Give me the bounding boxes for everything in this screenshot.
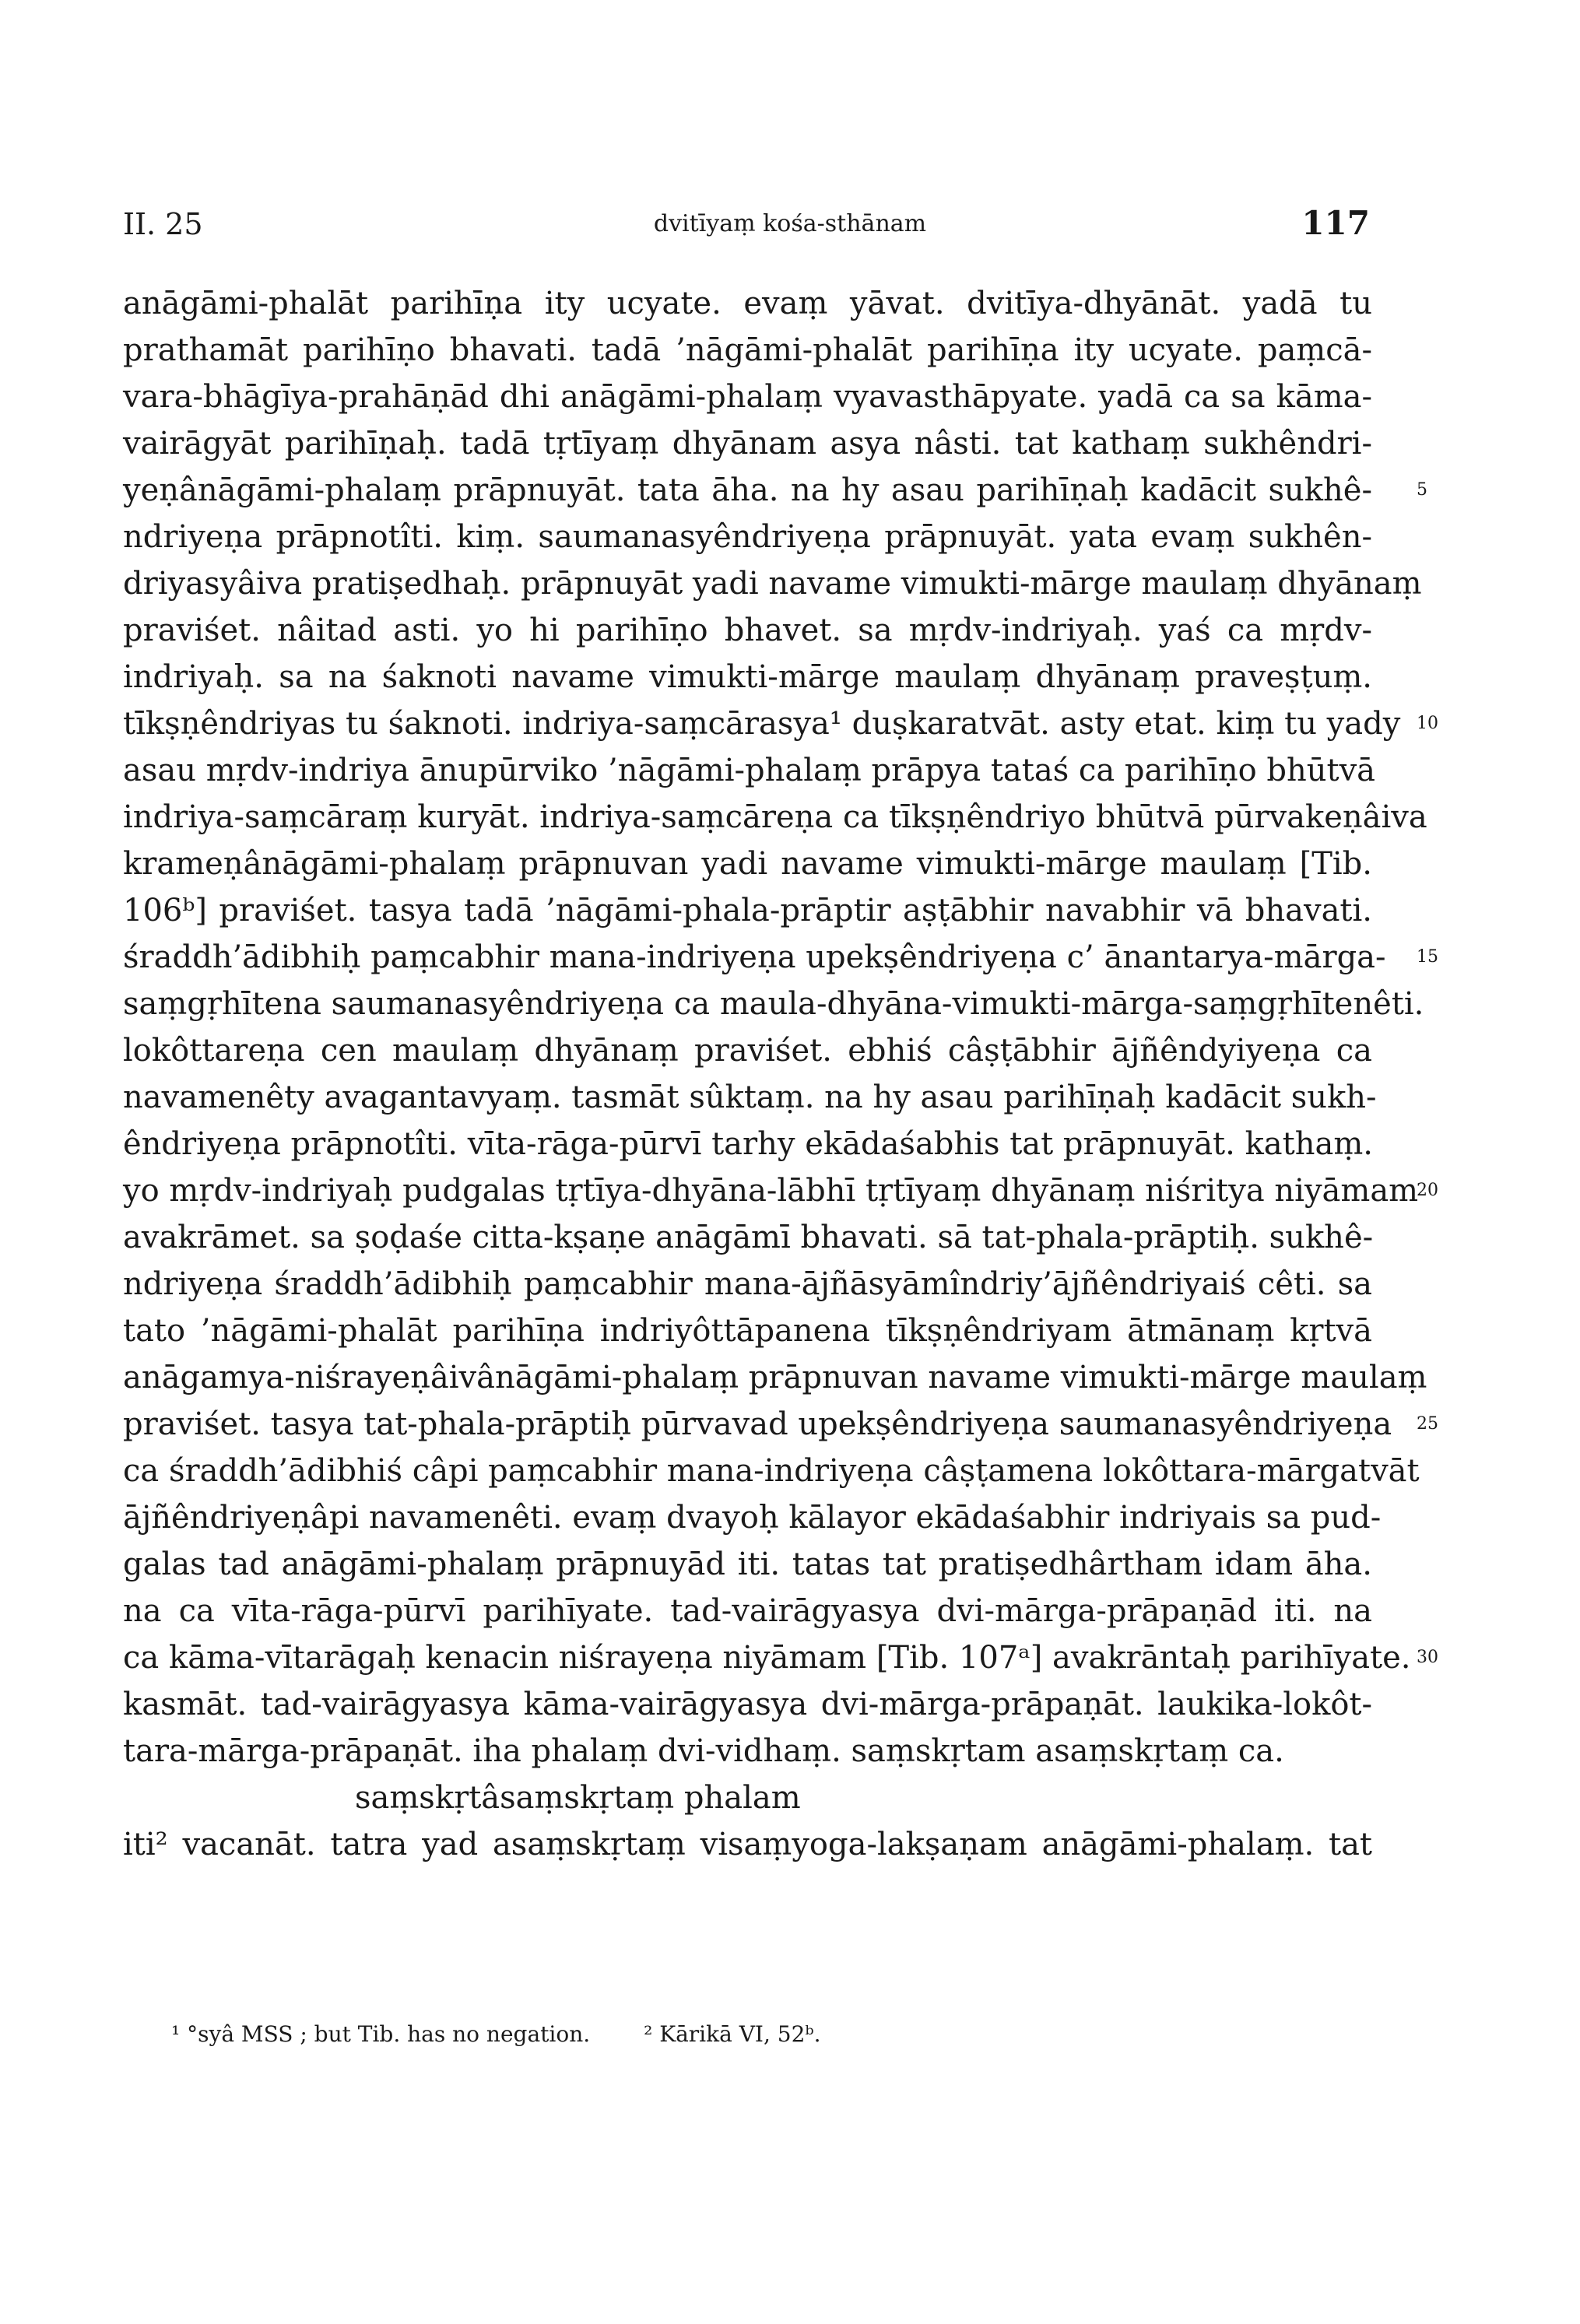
text-line: navamenêty avagantavyaṃ. tasmāt sûktaṃ. na hy asau parihīṇaḥ kadācit sukh- — [123, 1080, 1377, 1115]
line-number: 20 — [1417, 1181, 1438, 1200]
text-line: ca śraddh’ādibhiś câpi paṃcabhir mana-indriyeṇa câṣṭamena lokôttara-mārgatvāt — [123, 1453, 1420, 1489]
text-line: kasmāt. tad-vairāgyasya kāma-vairāgyasya dvi-mārga-prāpaṇāt. laukika-lokôt- — [123, 1687, 1372, 1722]
text-line: avakrāmet. sa ṣoḍaśe citta-kṣaṇe anāgāmī bhavati. sā tat-phala-prāptiḥ. sukhê- — [123, 1220, 1374, 1255]
footnote-1: ¹ °syâ MSS ; but Tib. has no negation. — [171, 2021, 591, 2047]
text-line: ājñêndriyeṇâpi navamenêti. evaṃ dvayoḥ kālayor ekādaśabhir indriyais sa pud- — [123, 1500, 1382, 1536]
line-number: 30 — [1417, 1648, 1438, 1667]
text-line: ndriyeṇa śraddh’ādibhiḥ paṃcabhir mana-ājñāsyāmîndriy’ājñêndriyaiś cêti. sa — [123, 1266, 1372, 1302]
text-line: yo mṛdv-indriyaḥ pudgalas tṛtīya-dhyāna-lābhī tṛtīyaṃ dhyānaṃ niśritya niyāmam 20 — [123, 1167, 1372, 1214]
text-line: na ca vīta-rāga-pūrvī parihīyate. tad-vairāgyasya dvi-mārga-prāpaṇād iti. na — [123, 1593, 1372, 1629]
text-line: 106ᵇ] praviśet. tasya tadā ’nāgāmi-phala-prāptir aṣṭābhir navabhir vā bhavati. — [123, 893, 1372, 929]
text-line: prathamāt parihīṇo bhavati. tadā ’nāgāmi-phalāt parihīṇa ity ucyate. paṃcā- — [123, 332, 1372, 368]
line-number: 15 — [1417, 947, 1438, 967]
line-number: 5 — [1417, 480, 1427, 500]
text-line: vara-bhāgīya-prahāṇād dhi anāgāmi-phalaṃ vyavasthāpyate. yadā ca sa kāma- — [123, 379, 1372, 415]
main-text — [123, 280, 1438, 1868]
text-line: tato ’nāgāmi-phalāt parihīṇa indriyôttāpanena tīkṣṇêndriyam ātmānaṃ kṛtvā — [123, 1313, 1372, 1349]
line-number: 10 — [1417, 714, 1438, 733]
text-line: anāgamya-niśrayeṇâivânāgāmi-phalaṃ prāpnuvan navame vimukti-mārge maulaṃ — [123, 1360, 1427, 1395]
page-header — [0, 204, 1580, 251]
text-line: praviśet. nâitad asti. yo hi parihīṇo bhavet. sa mṛdv-indriyaḥ. yaś ca mṛdv- — [123, 613, 1372, 648]
text-line: krameṇânāgāmi-phalaṃ prāpnuvan yadi navame vimukti-mārge maulaṃ [Tib. — [123, 846, 1372, 882]
text-line: ndriyeṇa prāpnotîti. kiṃ. saumanasyêndriyeṇa prāpnuyāt. yata evaṃ sukhên- — [123, 519, 1372, 555]
text-line: êndriyeṇa prāpnotîti. vīta-rāga-pūrvī tarhy ekādaśabhis tat prāpnuyāt. kathaṃ. — [123, 1126, 1373, 1162]
footnote-2: ² Kārikā VI, 52ᵇ. — [644, 2021, 821, 2047]
footnotes — [171, 2021, 1339, 2047]
text-line: lokôttareṇa cen maulaṃ dhyānaṃ praviśet. ebhiś câṣṭābhir ājñêndyiyeṇa ca — [123, 1033, 1372, 1069]
text-line: indriyaḥ. sa na śaknoti navame vimukti-mārge maulaṃ dhyānaṃ praveṣṭuṃ. — [123, 659, 1372, 695]
text-line: tīkṣṇêndriyas tu śaknoti. indriya-saṃcārasya¹ duṣkaratvāt. asty etat. kiṃ tu yady 10 — [123, 700, 1372, 747]
page-number: 117 — [1301, 204, 1370, 242]
text-line: iti² vacanāt. tatra yad asaṃskṛtaṃ visaṃyoga-lakṣaṇam anāgāmi-phalaṃ. tat — [123, 1827, 1372, 1862]
running-title: dvitīyaṃ kośa-sthānam — [653, 210, 927, 237]
text-line: indriya-saṃcāraṃ kuryāt. indriya-saṃcāreṇa ca tīkṣṇêndriyo bhūtvā pūrvakeṇâiva — [123, 799, 1427, 835]
text-line: śraddh’ādibhiḥ paṃcabhir mana-indriyeṇa upekṣêndriyeṇa c’ ānantarya-mārga- 15 — [123, 934, 1372, 981]
text-line: tara-mārga-prāpaṇāt. iha phalaṃ dvi-vidhaṃ. saṃskṛtam asaṃskṛtaṃ ca. — [123, 1733, 1284, 1769]
text-line: saṃgṛhītena saumanasyêndriyeṇa ca maula-dhyāna-vimukti-mārga-saṃgṛhītenêti. — [123, 986, 1424, 1022]
text-line: ca kāma-vītarāgaḥ kenacin niśrayeṇa niyāmam [Tib. 107ᵃ] avakrāntaḥ parihīyate. 30 — [123, 1634, 1372, 1681]
section-number: II. 25 — [123, 207, 203, 241]
text-line: galas tad anāgāmi-phalaṃ prāpnuyād iti. tatas tat pratiṣedhârtham idam āha. — [123, 1546, 1372, 1582]
text-line: asau mṛdv-indriya ānupūrviko ’nāgāmi-phalaṃ prāpya tataś ca parihīṇo bhūtvā — [123, 753, 1376, 788]
text-line: vairāgyāt parihīṇaḥ. tadā tṛtīyaṃ dhyānam asya nâsti. tat kathaṃ sukhêndri- — [123, 426, 1372, 462]
text-line: driyasyâiva pratiṣedhaḥ. prāpnuyāt yadi navame vimukti-mārge maulaṃ dhyānaṃ — [123, 566, 1422, 602]
text-line: anāgāmi-phalāt parihīṇa ity ucyate. evaṃ yāvat. dvitīya-dhyānāt. yadā tu — [123, 286, 1372, 321]
text-line: praviśet. tasya tat-phala-prāptiḥ pūrvavad upekṣêndriyeṇa saumanasyêndriyeṇa 25 — [123, 1401, 1372, 1448]
line-number: 25 — [1417, 1414, 1438, 1434]
verse-quotation: saṃskṛtâsaṃskṛtaṃ phalam — [355, 1780, 801, 1816]
text-line: yeṇânāgāmi-phalaṃ prāpnuyāt. tata āha. na hy asau parihīṇaḥ kadācit sukhê- 5 — [123, 467, 1372, 514]
